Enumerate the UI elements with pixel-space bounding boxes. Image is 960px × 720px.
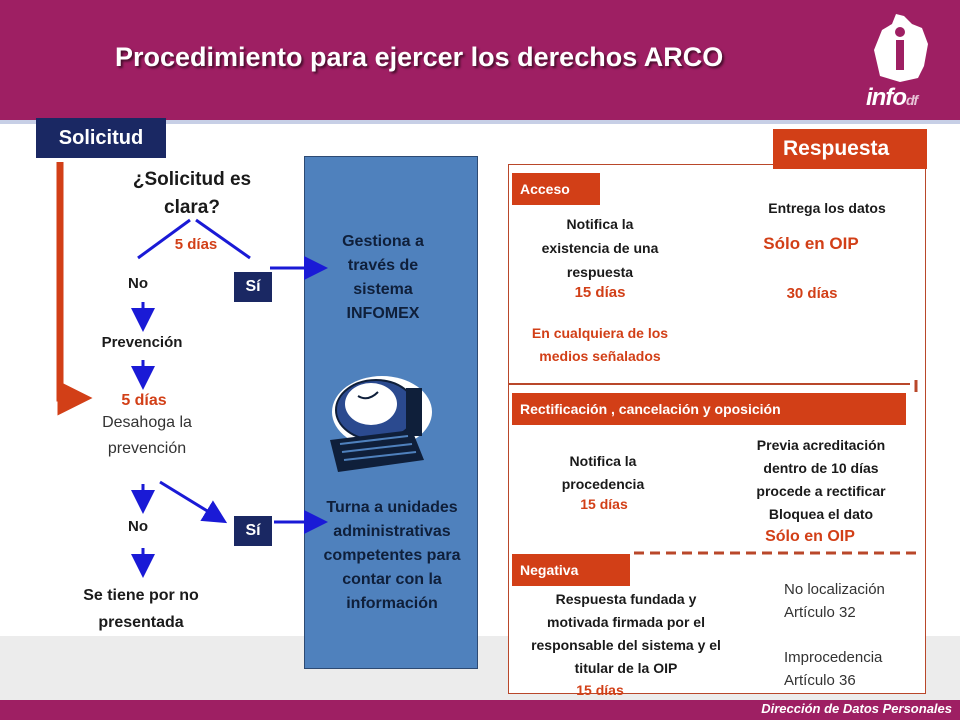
rectificacion-previa-line-4: Bloquea el dato xyxy=(768,506,874,522)
rectificacion-days: 15 días xyxy=(580,496,628,512)
acceso-days-entrega: 30 días xyxy=(786,285,838,302)
turna-line-3: competentes para xyxy=(323,547,461,564)
gestiona-line-2: través de xyxy=(347,257,419,274)
page-title: Procedimiento para ejercer los derechos ARCO xyxy=(115,42,724,72)
rectificacion-previa-line-1: Previa acreditación xyxy=(756,437,886,453)
acceso-notifica-line-2: existencia de una xyxy=(541,240,659,256)
days-top-label: 5 días xyxy=(174,236,218,253)
computer-icon xyxy=(330,376,432,472)
turna-line-1: Turna a unidades xyxy=(326,499,458,516)
rectificacion-header: Rectificación , cancelación y oposición xyxy=(512,393,906,425)
branch-left-line xyxy=(138,220,190,258)
question-line-2: clara? xyxy=(164,197,220,218)
turna-line-5: información xyxy=(346,595,438,612)
branch-right-line xyxy=(196,220,250,258)
negativa-no-localizacion-line-2: Artículo 32 xyxy=(784,604,856,621)
negativa-days: 15 días xyxy=(576,682,624,698)
no-presentada-line-1: Se tiene por no xyxy=(83,587,199,604)
turna-line-2: administrativas xyxy=(333,523,451,540)
gestiona-line-4: INFOMEX xyxy=(346,305,420,322)
acceso-medios-line-1: En cualquiera de los xyxy=(531,325,669,341)
rectificacion-previa-line-3: procede a rectificar xyxy=(756,483,886,499)
no-presentada-line-2: presentada xyxy=(98,614,184,631)
acceso-solo-oip: Sólo en OIP xyxy=(763,234,859,253)
rectificacion-previa-line-2: dentro de 10 días xyxy=(763,460,879,476)
rectificacion-solo-oip: Sólo en OIP xyxy=(765,528,855,545)
desahoga-to-si-arrow xyxy=(160,482,222,520)
acceso-medios-line-2: medios señalados xyxy=(539,348,661,364)
gestiona-line-3: sistema xyxy=(353,281,413,298)
acceso-entrega: Entrega los datos xyxy=(768,200,886,216)
si-box-1: Sí xyxy=(234,272,272,302)
logo-text-main: info xyxy=(866,84,906,111)
desahoga-line-2: prevención xyxy=(107,440,187,457)
negativa-header: Negativa xyxy=(512,554,630,586)
negativa-no-localizacion-line-1: No localización xyxy=(784,581,885,598)
acceso-notifica-line-3: respuesta xyxy=(566,264,634,280)
question-line-1: ¿Solicitud es xyxy=(132,169,252,190)
footer-text: Dirección de Datos Personales xyxy=(761,701,952,716)
days-mid-label: 5 días xyxy=(121,392,167,409)
no-label-2: No xyxy=(128,518,148,535)
negativa-improcedencia-line-1: Improcedencia xyxy=(784,649,883,666)
acceso-header: Acceso xyxy=(512,173,600,205)
negativa-improcedencia-line-2: Artículo 36 xyxy=(784,672,856,689)
prevencion-label: Prevención xyxy=(101,334,183,351)
desahoga-line-1: Desahoga la xyxy=(102,414,192,431)
logo-text-small: df xyxy=(905,92,918,108)
rectificacion-notifica-line-1: Notifica la xyxy=(569,453,637,469)
no-label-1: No xyxy=(128,275,148,292)
respuesta-label: Respuesta xyxy=(773,129,927,169)
negativa-respuesta-line-3: responsable del sistema y el xyxy=(531,637,721,653)
acceso-notifica-line-1: Notifica la xyxy=(566,216,634,232)
negativa-respuesta-line-2: motivada firmada por el xyxy=(547,614,705,630)
solicitud-label: Solicitud xyxy=(36,118,166,158)
gestiona-line-1: Gestiona a xyxy=(342,233,424,250)
negativa-respuesta-line-1: Respuesta fundada y xyxy=(555,591,697,607)
negativa-respuesta-line-4: titular de la OIP xyxy=(574,660,678,676)
si-box-2: Sí xyxy=(234,516,272,546)
solicitud-bracket-arrow xyxy=(60,162,82,398)
acceso-days-notifica: 15 días xyxy=(574,284,626,301)
turna-line-4: contar con la xyxy=(342,571,442,588)
rectificacion-notifica-line-2: procedencia xyxy=(561,476,645,492)
